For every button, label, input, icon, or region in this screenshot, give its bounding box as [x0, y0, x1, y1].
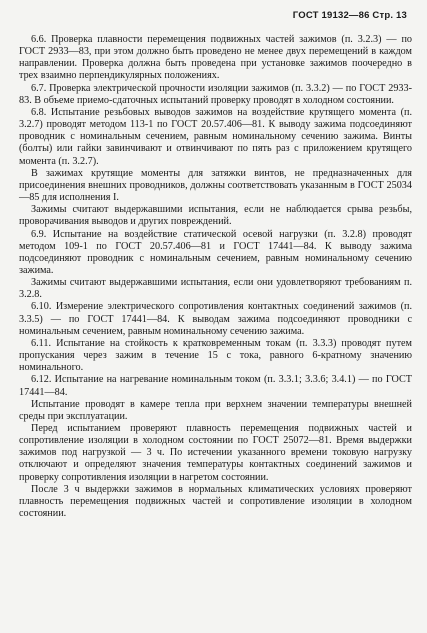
paragraph-6-9-result: Зажимы считают выдержавшими испытания, если они удовлетворяют требованиям п. 3.2.8. [19, 277, 412, 301]
document-body [19, 34, 412, 520]
paragraph-6-12-before: Перед испытанием проверяют плавность перемещения подвижных частей и сопротивление изоляции в холодном состоянии по ГОСТ 25072—81. Время выдержки зажимов под нагрузкой — 3 ч. По истечении указанного времени токовую нагрузку отключают и определяют значения температуры контактных соединений зажимов и проверку сопротивления изоляции в нагретом состоянии. [19, 423, 412, 483]
paragraph-6-12-after: После 3 ч выдержки зажимов в нормальных климатических условиях проверяют плавность перемещения подвижных частей и сопротивление изоляции в холодном состоянии. [19, 483, 412, 520]
paragraph-6-9: 6.9. Испытание на воздействие статической осевой нагрузки (п. 3.2.8) проводят методом 109-1 по ГОСТ 20.57.406—81 и ГОСТ 17441—84. К выводу зажима подсоединяют проводник с номинальным сечением, равным номинальному сечению зажима. [19, 228, 412, 276]
paragraph-6-11: 6.11. Испытание на стойкость к кратковременным токам (п. 3.3.3) проводят путем пропускания через зажим в течение 15 с тока, равного 6-кратному значению номинального. [19, 337, 412, 374]
paragraph-6-7: 6.7. Проверка электрической прочности изоляции зажимов (п. 3.3.2) — по ГОСТ 2933-83. В объеме приемо-сдаточных испытаний проверку проводят в холодном состоянии. [19, 82, 412, 106]
page-header: ГОСТ 19132—86 Стр. 13 [292, 10, 407, 21]
paragraph-6-8-result: Зажимы считают выдержавшими испытания, если не наблюдается срыва резьбы, проворачивания выводов и других повреждений. [19, 204, 412, 228]
paragraph-6-10: 6.10. Измерение электрического сопротивления контактных соединений зажимов (п. 3.3.5) — по ГОСТ 17441—84. К выводам зажима подсоединяют проводники с номинальным сечением, равным номинальному сечению зажима. [19, 301, 412, 337]
paragraph-6-8: 6.8. Испытание резьбовых выводов зажимов на воздействие крутящего момента (п. 3.2.7) проводят методом 113-1 по ГОСТ 20.57.406—81. К выводу зажима подсоединяют проводник с номинальным сечением, равным номинальному сечению зажима. Винты (болты) или гайки завинчивают и отвинчивают по пять раз с приложением крутящего момента (п. 3.2.7). [19, 106, 412, 167]
paragraph-6-6: 6.6. Проверка плавности перемещения подвижных частей зажимов (п. 3.2.3) — по ГОСТ 2933—83, при этом должно быть проведено не менее двух перемещений в каждом направлении. Проверка должна быть проведена при установке зажимов поочередно в трех взаимно перпендикулярных положениях. [19, 34, 412, 82]
paragraph-6-8-torque: В зажимах крутящие моменты для затяжки винтов, не предназначенных для присоединения внешних проводников, должны соответствовать указанным в ГОСТ 25034—85 для исполнения I. [19, 167, 412, 204]
paragraph-6-12: 6.12. Испытание на нагревание номинальным током (п. 3.3.1; 3.3.6; 3.4.1) — по ГОСТ 17441—84. [19, 374, 412, 398]
paragraph-6-12-chamber: Испытание проводят в камере тепла при верхнем значении температуры внешней среды при эксплуатации. [19, 398, 412, 422]
